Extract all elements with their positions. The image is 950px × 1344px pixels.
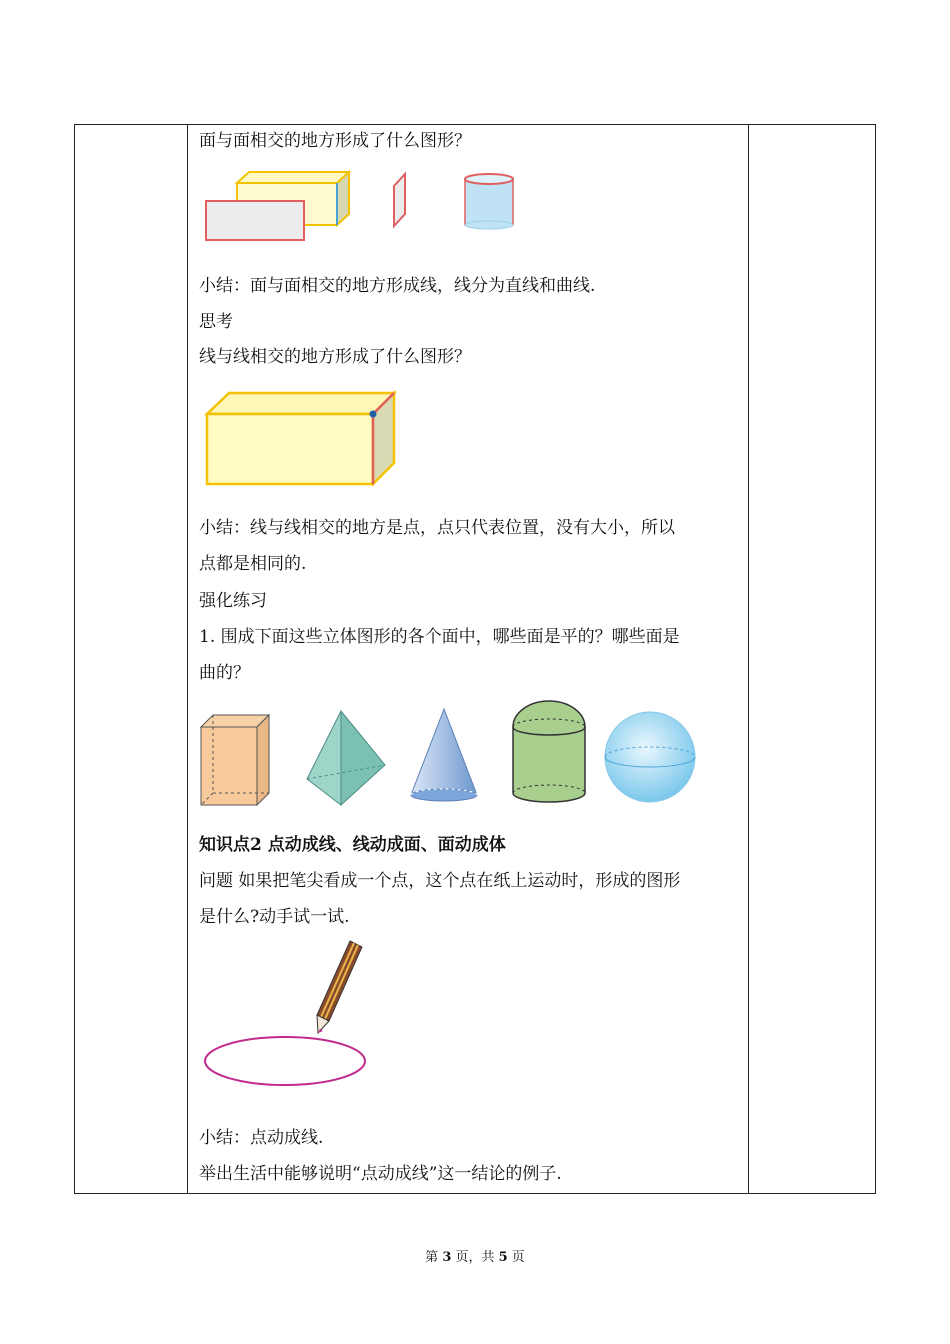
summary-point: 小结：点动成线. — [199, 1128, 324, 1148]
face-intersection-figure — [199, 169, 519, 249]
column-divider-2 — [748, 125, 749, 1193]
pencil-icon — [317, 941, 362, 1033]
knowledge-point-2-title: 知识点2 点动成线、线动成面、面动成体 — [199, 835, 506, 855]
cuboid-solid-icon — [201, 715, 269, 805]
summary-line-2: 点都是相同的. — [199, 554, 307, 574]
summary-face: 小结：面与面相交的地方形成线，线分为直线和曲线. — [199, 276, 596, 296]
think-heading: 思考 — [199, 312, 233, 332]
example-prompt: 举出生活中能够说明“点动成线”这一结论的例子. — [199, 1164, 562, 1184]
pyramid-solid-icon — [307, 711, 385, 805]
cuboid-figure — [199, 389, 409, 489]
practice-question-1a: 1. 围成下面这些立体图形的各个面中，哪些面是平的？哪些面是 — [199, 627, 680, 647]
practice-question-1b: 曲的？ — [199, 663, 250, 683]
question-face-intersection: 面与面相交的地方形成了什么图形？ — [199, 131, 471, 151]
solids-figure — [197, 699, 757, 811]
pencil-drawing-figure — [199, 937, 379, 1092]
intersection-point-icon — [370, 411, 377, 418]
lesson-table — [74, 124, 876, 1194]
capsule-solid-icon — [513, 701, 585, 802]
cone-solid-icon — [411, 709, 477, 801]
question-line-intersection: 线与线相交的地方形成了什么图形？ — [199, 347, 471, 367]
summary-line-1: 小结：线与线相交的地方是点，点只代表位置，没有大小，所以 — [199, 518, 675, 538]
page-footer: 第 3 页，共 5 页 — [425, 1250, 525, 1265]
sphere-solid-icon — [605, 712, 695, 802]
current-page: 3 — [442, 1250, 452, 1265]
question-line-a: 问题 如果把笔尖看成一个点，这个点在纸上运动时，形成的图形 — [199, 871, 681, 891]
column-divider-1 — [187, 125, 188, 1193]
practice-heading: 强化练习 — [199, 591, 267, 611]
question-line-b: 是什么?动手试一试. — [199, 907, 350, 927]
total-pages: 5 — [498, 1250, 508, 1265]
